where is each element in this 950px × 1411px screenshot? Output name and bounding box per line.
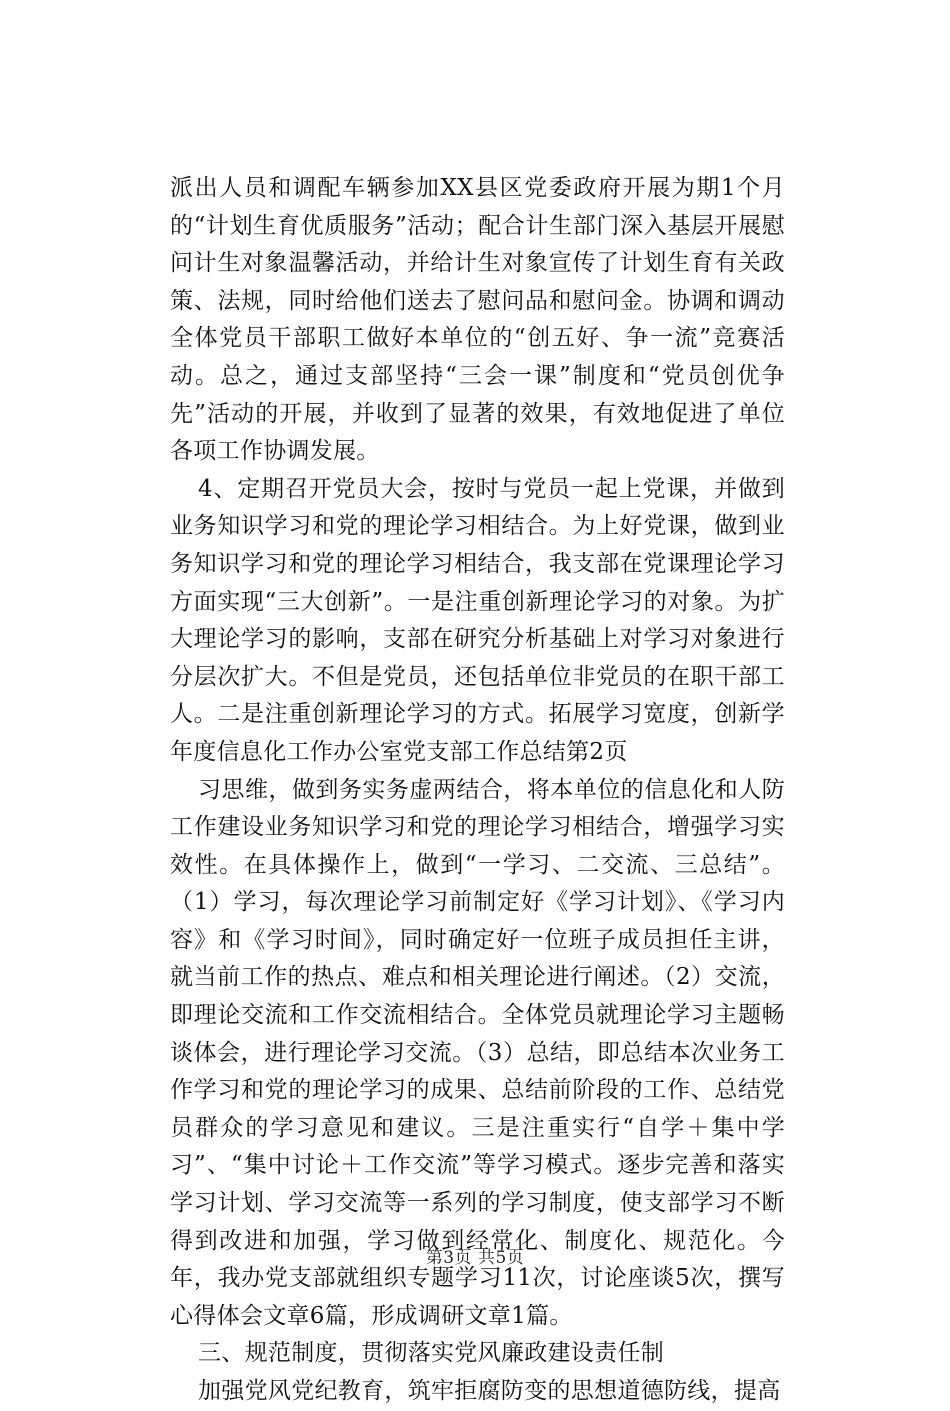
- section-heading: 三、规范制度，贯彻落实党风廉政建设责任制: [198, 1340, 664, 1367]
- document-body: [170, 170, 785, 1411]
- paragraph-continuation: 派出人员和调配车辆参加XX县区党委政府开展为期1个月的“计划生育优质服务”活动；配合计生部门深入基层开展慰问计生对象温馨活动，并给计生对象宣传了计划生育有关政策、法规，同时给他们送去了慰问品和慰问金。协调和调动全体党员干部职工做好本单位的“创五好、争一流”竞赛活动。总之，通过支部坚持“三会一课”制度和“党员创优争先”活动的开展，并收到了显著的效果，有效地促进了单位各项工作协调发展。: [170, 175, 785, 465]
- paragraph-study-method: 习思维，做到务实务虚两结合，将本单位的信息化和人防工作建设业务知识学习和党的理论学习相结合，增强学习实效性。在具体操作上，做到“一学习、二交流、三总结”。（1）学习，每次理论学习前制定好《学习计划》、《学习内容》和《学习时间》，同时确定好一位班子成员担任主讲，就当前工作的热点、难点和相关理论进行阐述。（2）交流，即理论交流和工作交流相结合。全体党员就理论学习主题畅谈体会，进行理论学习交流。（3）总结，即总结本次业务工作学习和党的理论学习的成果、总结前阶段的工作、总结党员群众的学习意见和建议。三是注重实行“自学＋集中学习”、“集中讨论＋工作交流”等学习模式。逐步完善和落实学习计划、学习交流等一系列的学习制度，使支部学习不断得到改进和加强，学习做到经常化、制度化、规范化。今年，我办党支部就组织专题学习11次，讨论座谈5次，撰写心得体会文章6篇，形成调研文章1篇。: [170, 776, 785, 1329]
- page-number-footer: 第3页 共5页: [425, 1248, 525, 1268]
- paragraph-party-lectures: 4、定期召开党员大会，按时与党员一起上党课，并做到业务知识学习和党的理论学习相结合。为上好党课，做到业务知识学习和党的理论学习相结合，我支部在党课理论学习方面实现“三大创新”。一是注重创新理论学习的对象。为扩大理论学习的影响，支部在研究分析基础上对学习对象进行分层次扩大。不但是党员，还包括单位非党员的在职干部工人。二是注重创新理论学习的方式。拓展学习宽度，创新学年度信息化工作办公室党支部工作总结第2页: [170, 475, 785, 765]
- paragraph-discipline: 加强党风党纪教育，筑牢拒腐防变的思想道德防线，提高: [198, 1378, 781, 1404]
